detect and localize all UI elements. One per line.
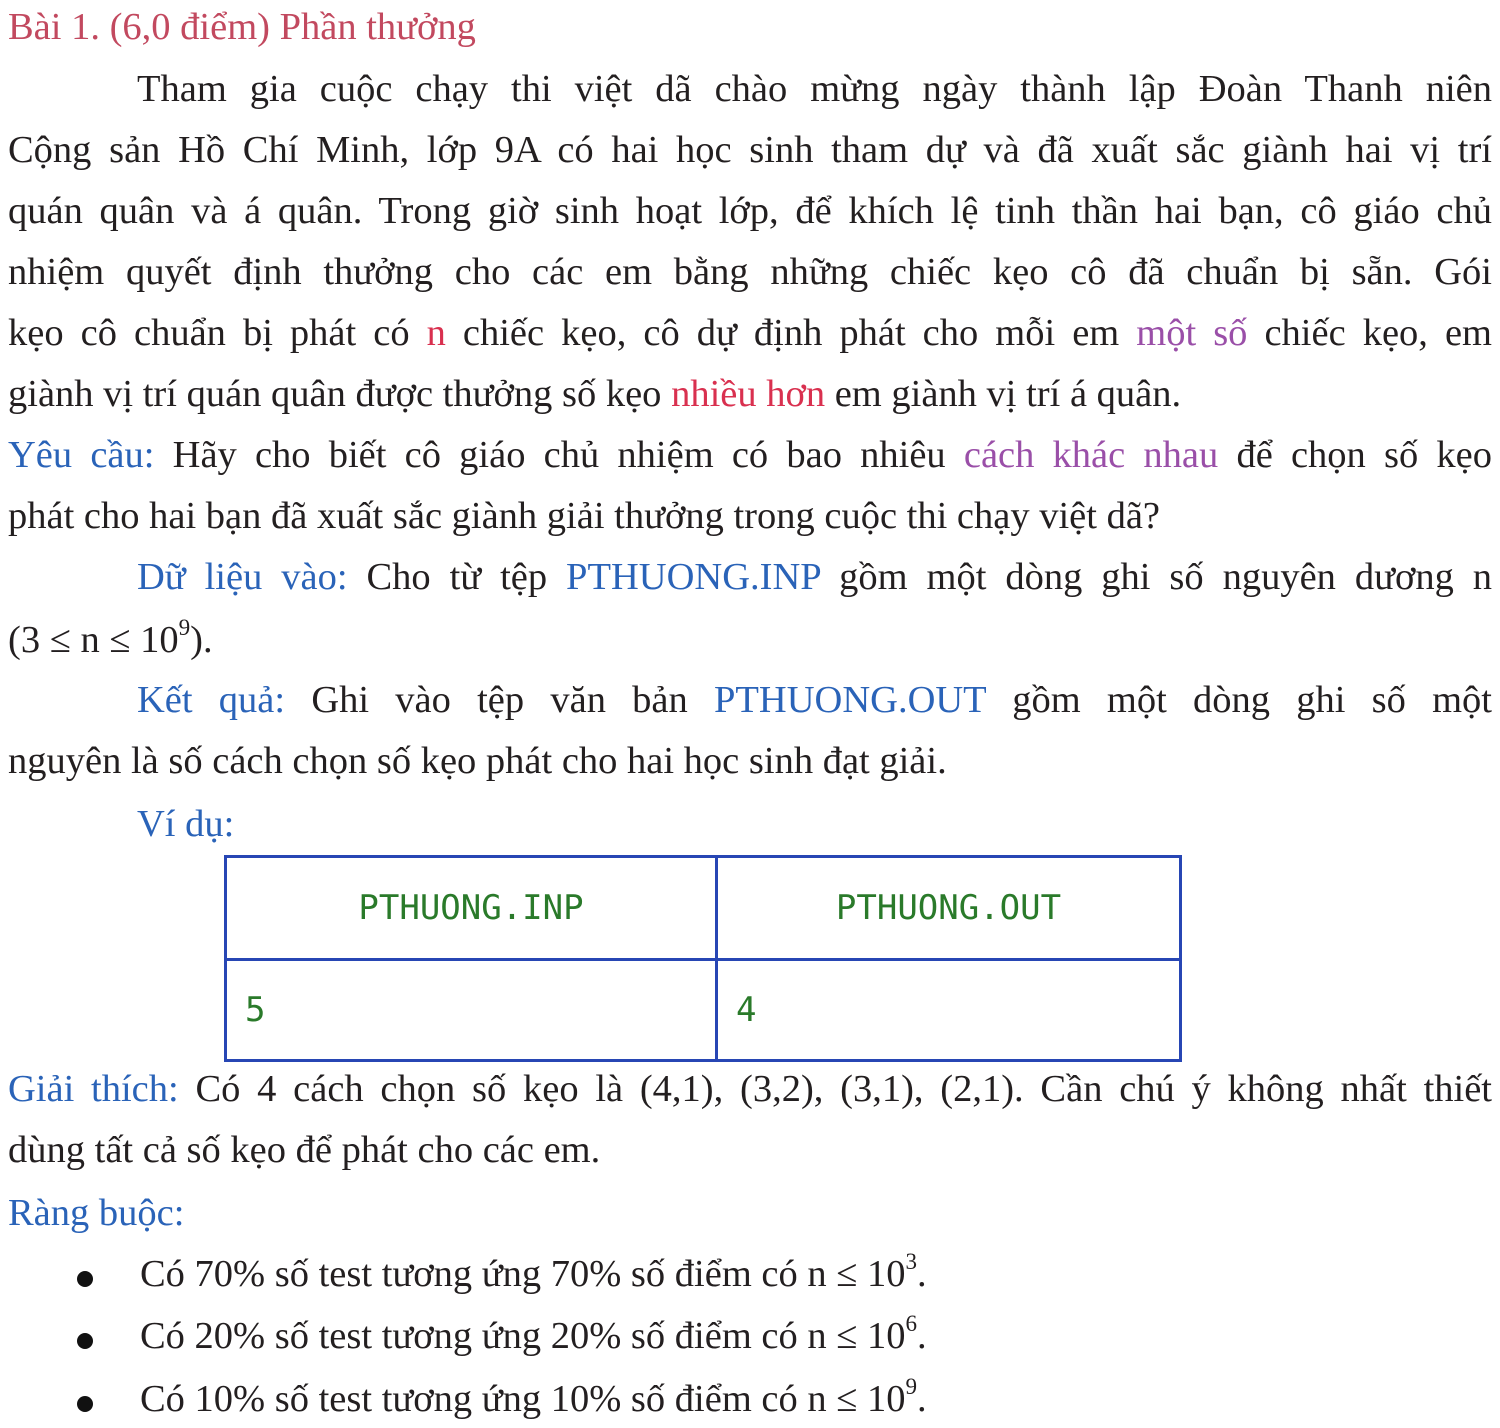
intro-line: Cộng sản Hồ Chí Minh, lớp 9A có hai học sinh tham dự và đã xuất sắc giành hai vị trí (8, 129, 1492, 171)
highlight-nhieu-hon: nhiều hơn (671, 373, 826, 415)
constraints-label: Ràng buộc: (8, 1192, 185, 1234)
text-span: Có 20% số test tương ứng 20% số điểm có n ≤ 10 (140, 1315, 906, 1357)
table-header-cell: PTHUONG.OUT (717, 857, 1181, 960)
request-line: phát cho hai bạn đã xuất sắc giành giải thưởng trong cuộc thi chạy việt dã? (8, 495, 1161, 537)
explain-line (8, 1066, 1492, 1112)
example-label: Ví dụ: (137, 803, 235, 845)
table-cell: 4 (717, 960, 1181, 1061)
table-header-row (226, 857, 1181, 960)
table-header-cell: PTHUONG.INP (226, 857, 717, 960)
explain-label: Giải thích: (8, 1068, 179, 1110)
text-span: (3 ≤ n ≤ 10 (8, 619, 179, 661)
intro-line: quán quân và á quân. Trong giờ sinh hoạt lớp, để khích lệ tinh thần hai bạn, cô giáo chủ (8, 190, 1492, 232)
text-span: . (917, 1253, 927, 1295)
input-file-name: PTHUONG.INP (566, 556, 821, 598)
request-label: Yêu cầu: (8, 434, 155, 476)
highlight-cach-khac-nhau: cách khác nhau (963, 434, 1219, 476)
text-span: chiếc kẹo, em (1247, 312, 1492, 354)
text-span: chiếc kẹo, cô dự định phát cho mỗi em (445, 312, 1137, 354)
text-span: . (917, 1378, 927, 1420)
text-span: em giành vị trí á quân. (825, 373, 1182, 415)
input-line (137, 554, 1492, 600)
text-span: kẹo cô chuẩn bị phát có (8, 312, 427, 354)
bullet-icon (77, 1396, 93, 1412)
exponent: 6 (905, 1309, 918, 1336)
intro-line: nhiệm quyết định thưởng cho các em bằng những chiếc kẹo cô đã chuẩn bị sẵn. Gói (8, 251, 1492, 293)
request-line (8, 432, 1492, 478)
text-span: giành vị trí quán quân được thưởng số kẹo (8, 373, 672, 415)
intro-line (8, 371, 1492, 417)
text-span: ). (190, 619, 213, 661)
text-span: Có 10% số test tương ứng 10% số điểm có n ≤ 10 (140, 1378, 906, 1420)
bullet-icon (77, 1333, 93, 1349)
exponent: 9 (905, 1372, 918, 1399)
text-span: Hãy cho biết cô giáo chủ nhiệm có bao nhiêu (154, 434, 964, 476)
exponent: 3 (905, 1247, 918, 1274)
output-line: nguyên là số cách chọn số kẹo phát cho hai học sinh đạt giải. (8, 740, 947, 782)
input-label: Dữ liệu vào: (137, 556, 348, 598)
table-row (226, 960, 1181, 1061)
bullet-icon (77, 1271, 93, 1287)
output-file-name: PTHUONG.OUT (714, 679, 987, 721)
output-line (137, 677, 1492, 723)
list-item (140, 1247, 1440, 1297)
highlight-mot-so: một số (1136, 312, 1248, 354)
highlight-n: n (426, 312, 446, 354)
explain-line: dùng tất cả số kẹo để phát cho các em. (8, 1129, 601, 1171)
text-span: gồm một dòng ghi số nguyên dương n (820, 556, 1492, 598)
list-item (140, 1372, 1440, 1422)
text-span: Có 4 cách chọn số kẹo là (4,1), (3,2), (3,1), (2,1). Cần chú ý không nhất thiết (178, 1068, 1492, 1110)
intro-line: Tham gia cuộc chạy thi việt dã chào mừng ngày thành lập Đoàn Thanh niên (137, 68, 1492, 110)
list-item (140, 1309, 1440, 1359)
problem-title: Bài 1. (6,0 điểm) Phần thưởng (8, 6, 476, 48)
text-span: gồm một dòng ghi số một (986, 679, 1493, 721)
text-span: . (917, 1315, 927, 1357)
input-line (8, 613, 1492, 663)
table-cell: 5 (226, 960, 717, 1061)
text-span: Cho từ tệp (347, 556, 567, 598)
example-table (224, 855, 1182, 1062)
text-span: Có 70% số test tương ứng 70% số điểm có n ≤ 10 (140, 1253, 906, 1295)
text-span: Ghi vào tệp văn bản (285, 679, 714, 721)
intro-line (8, 310, 1492, 356)
text-span: để chọn số kẹo (1218, 434, 1493, 476)
output-label: Kết quả: (137, 679, 286, 721)
exponent: 9 (178, 613, 191, 640)
